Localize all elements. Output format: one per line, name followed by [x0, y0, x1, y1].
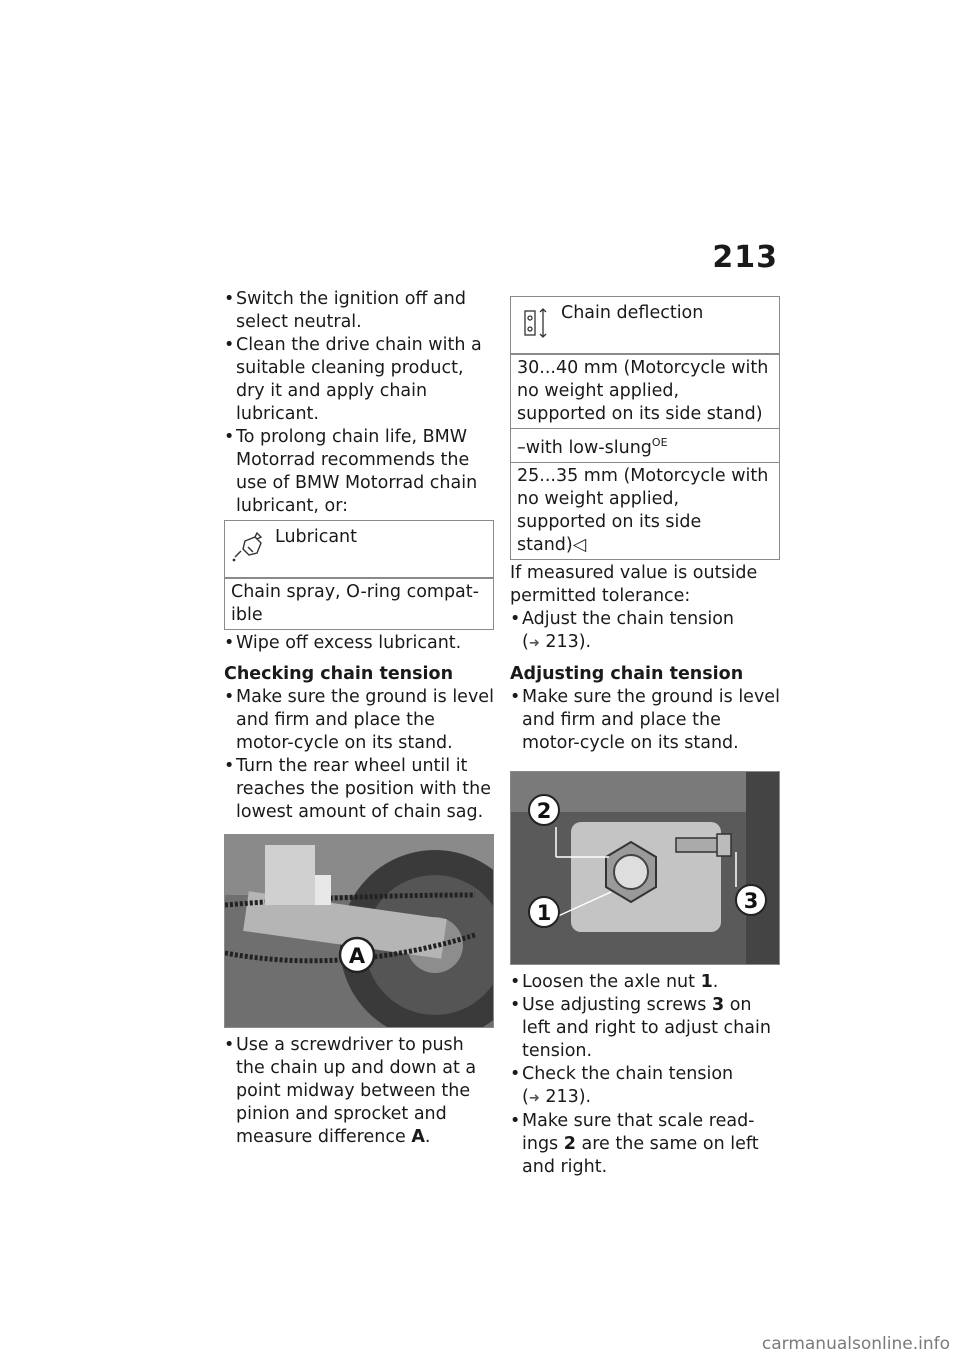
- chain-sag-illustration: [225, 835, 494, 1027]
- figure-label-a: A: [348, 944, 366, 968]
- page-ref-link[interactable]: 213: [545, 631, 579, 652]
- chain-sag-figure: [224, 834, 494, 1028]
- oil-can-icon: [231, 529, 267, 565]
- lubricant-box: [224, 520, 494, 630]
- watermark-link[interactable]: carmanualsonline.info: [761, 1334, 950, 1354]
- page-ref-link-2[interactable]: 213: [545, 1086, 579, 1107]
- bullet-ground-level-2: • Make sure the ground is level and firm and place the motor-cycle on its stand.: [510, 686, 780, 755]
- lubricant-label: Lubricant: [275, 527, 357, 547]
- figure-label-3: 3: [743, 888, 759, 913]
- right-column: [510, 294, 780, 1179]
- left-column: [224, 288, 494, 1149]
- figure-label-1: 1: [536, 900, 552, 925]
- page-ref-arrow-icon: ➜: [528, 635, 540, 651]
- heading-adjusting-chain: Adjusting chain tension: [510, 663, 744, 684]
- deflection-low-slung-label: –with low-slung$^{OE}$: [511, 428, 779, 462]
- bullet-screwdriver: • Use a screwdriver to push the chain up and down at a point midway between the pinion and sprocket and measure difference A.: [224, 1034, 494, 1149]
- bullet-clean-chain: • Clean the drive chain with a suitable cleaning product, dry it and apply chain lubricant.: [224, 334, 494, 426]
- page-number: 213: [712, 240, 778, 275]
- heading-checking-chain: Checking chain tension: [224, 664, 454, 684]
- chain-deflection-label: Chain deflection: [561, 303, 704, 323]
- lubricant-box-header: [225, 521, 493, 578]
- chain-deflection-icon: [517, 305, 553, 341]
- bullet-ground-level: • Make sure the ground is level and firm and place the motor-cycle on its stand.: [224, 686, 494, 755]
- page-ref-arrow-icon-2: ➜: [528, 1090, 540, 1106]
- bullet-turn-wheel: • Turn the rear wheel until it reaches the position with the lowest amount of chain sag.: [224, 755, 494, 824]
- bullet-loosen-nut: • Loosen the axle nut 1.: [510, 971, 780, 994]
- measured-outside-text: If measured value is outside permitted tolerance:: [510, 562, 758, 606]
- bullet-adjust-tension: • Adjust the chain tension (➜ 213).: [510, 608, 780, 655]
- bullet-check-tension: • Check the chain tension (➜ 213).: [510, 1063, 780, 1110]
- bullet-ignition: • Switch the ignition off and select neutral.: [224, 288, 494, 334]
- deflection-standard: 30...40 mm (Motorcycle with no weight applied, supported on its side stand): [511, 354, 779, 428]
- bullet-prolong-life: • To prolong chain life, BMW Motorrad recommends the use of BMW Motorrad chain lubricant, or:: [224, 426, 494, 518]
- axle-adjust-figure: [510, 771, 780, 965]
- bullet-adjusting-screws: • Use adjusting screws 3 on left and right to adjust chain tension.: [510, 994, 780, 1063]
- bullet-scale-readings: • Make sure that scale read-ings 2 are the same on left and right.: [510, 1110, 780, 1179]
- figure-label-2: 2: [536, 798, 552, 823]
- axle-adjust-illustration: [511, 772, 780, 964]
- chain-deflection-header: [511, 297, 779, 354]
- chain-deflection-box: [510, 296, 780, 560]
- bullet-wipe: • Wipe off excess lubricant.: [224, 632, 494, 655]
- lubricant-value: Chain spray, O-ring compat-ible: [225, 578, 493, 629]
- deflection-low-slung: 25...35 mm (Motorcycle with no weight applied, supported on its side stand)◁: [511, 462, 779, 559]
